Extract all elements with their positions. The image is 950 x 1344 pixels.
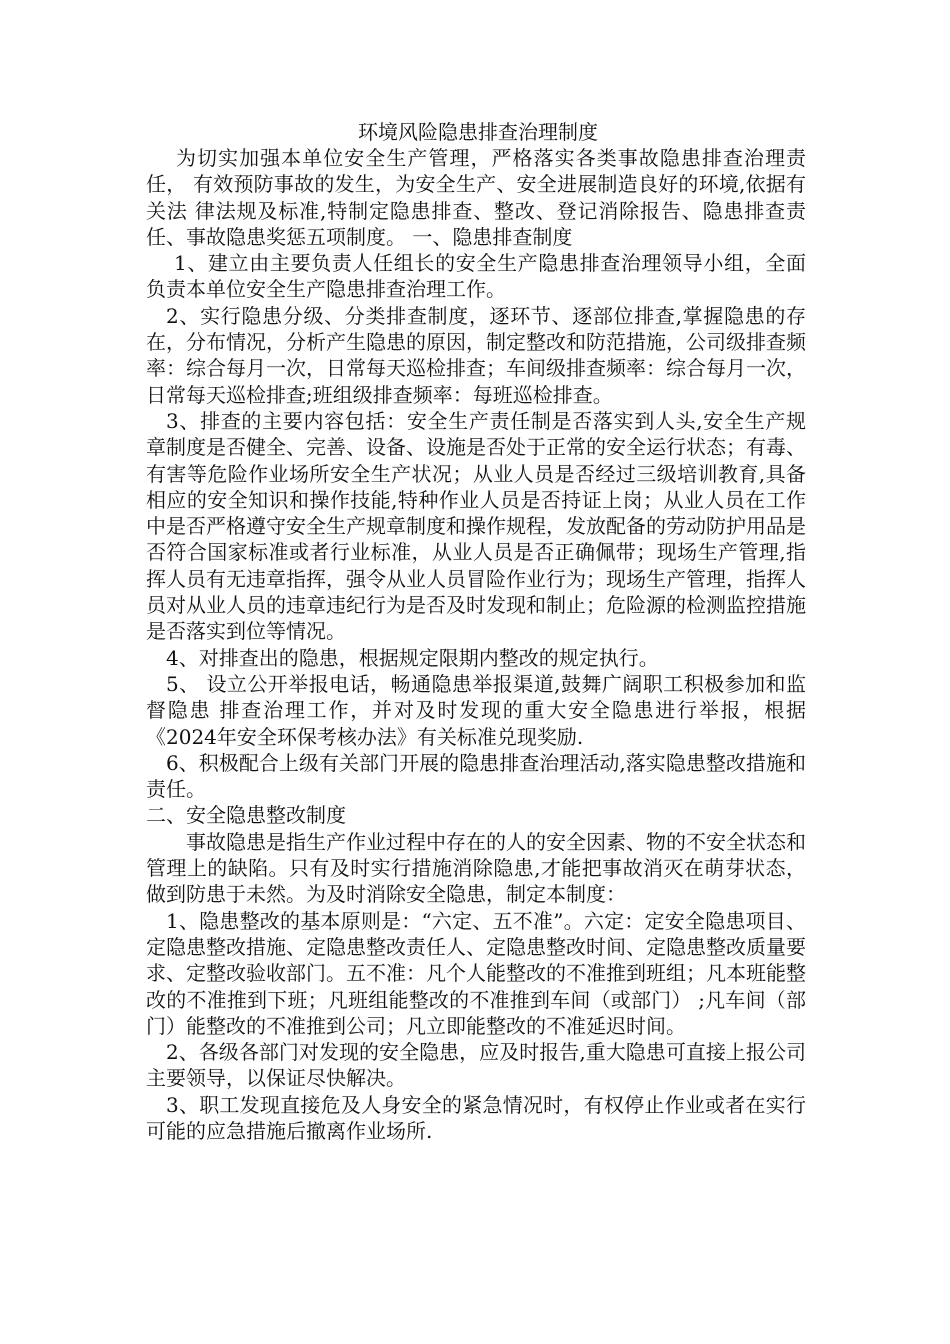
- paragraph-item-4: 4、对排查出的隐患，根据规定限期内整改的规定执行。: [166, 645, 659, 670]
- section-2-item-2: 2、各级各部门对发现的安全隐患，应及时报告,重大隐患可直接上报公司主要领导，以保证尽快解决。: [146, 1040, 806, 1091]
- paragraph-item-5: 5、 设立公开举报电话，畅通隐患举报渠道,鼓舞广阔职工积极参加和监督隐患 排查治理工作，并对及时发现的重大安全隐患进行举报，根据《2024年安全环保考核办法》有关标准兑现奖励.: [146, 671, 806, 749]
- section-2-item-3: 3、职工发现直接危及人身安全的紧急情况时，有权停止作业或者在实行可能的应急措施后撤离作业场所.: [146, 1092, 806, 1143]
- document-title: 环境风险隐患排查治理制度: [358, 120, 598, 144]
- document-page: [146, 119, 806, 1144]
- intro-paragraph: 为切实加强本单位安全生产管理，严格落实各类事故隐患排查治理责任， 有效预防事故的发生，为安全生产、安全进展制造良好的环境,依据有关法 律法规及标准,特制定隐患排查、整改、登记消除报告、隐患排查责任、事故隐患奖惩五项制度。 一、隐患排查制度: [146, 146, 806, 249]
- section-2-item-1: 1、隐患整改的基本原则是：“六定、五不准”。六定：定安全隐患项目、 定隐患整改措施、定隐患整改责任人、定隐患整改时间、定隐患整改质量要 求、定整改验收部门。五不准：凡个人能整改的不准推到班组；凡本班能整 改的不准推到下班；凡班组能整改的不准推到车间（或部门） ;凡车间（部门）能整改的不准推到公司；凡立即能整改的不准延迟时间。: [146, 908, 806, 1038]
- section-heading-2: 二、安全隐患整改制度: [146, 803, 346, 828]
- paragraph-item-2: 2、实行隐患分级、分类排查制度，逐环节、逐部位排查,掌握隐患的存在，分布情况，分析产生隐患的原因，制定整改和防范措施，公司级排查频率：综合每月一次，日常每天巡检排查；车间级排查频率：综合每月一次，日常每天巡检排查;班组级排查频率：每班巡检排查。: [146, 303, 806, 407]
- paragraph-item-3: 3、排查的主要内容包括：安全生产责任制是否落实到人头,安全生产规 章制度是否健全、完善、设备、设施是否处于正常的安全运行状态；有毒、有害等危险作业场所安全生产状况；从业人员是否经过三级培训教育,具备相应的安全知识和操作技能,特种作业人员是否持证上岗；从业人员在工作中是否严格遵守安全生产规章制度和操作规程，发放配备的劳动防护用品是否符合国家标准或者行业标准，从业人员是否正确佩带；现场生产管理,指挥人员有无违章指挥，强令从业人员冒险作业行为；现场生产管理，指挥人员对从业人员的违章违纪行为是否及时发现和制止；危险源的检测监控措施是否落实到位等情况。: [146, 408, 806, 644]
- section-2-intro: 事故隐患是指生产作业过程中存在的人的安全因素、物的不安全状态和 管理上的缺陷。只有及时实行措施消除隐患,才能把事故消灭在萌芽状态， 做到防患于未然。为及时消除安全隐患，制定本制度：: [146, 829, 806, 907]
- paragraph-item-1: 1、建立由主要负责人任组长的安全生产隐患排查治理领导小组，全面负责本单位安全生产隐患排查治理工作。: [146, 251, 806, 302]
- paragraph-item-6: 6、积极配合上级有关部门开展的隐患排查治理活动,落实隐患整改措施和责任。: [146, 750, 806, 802]
